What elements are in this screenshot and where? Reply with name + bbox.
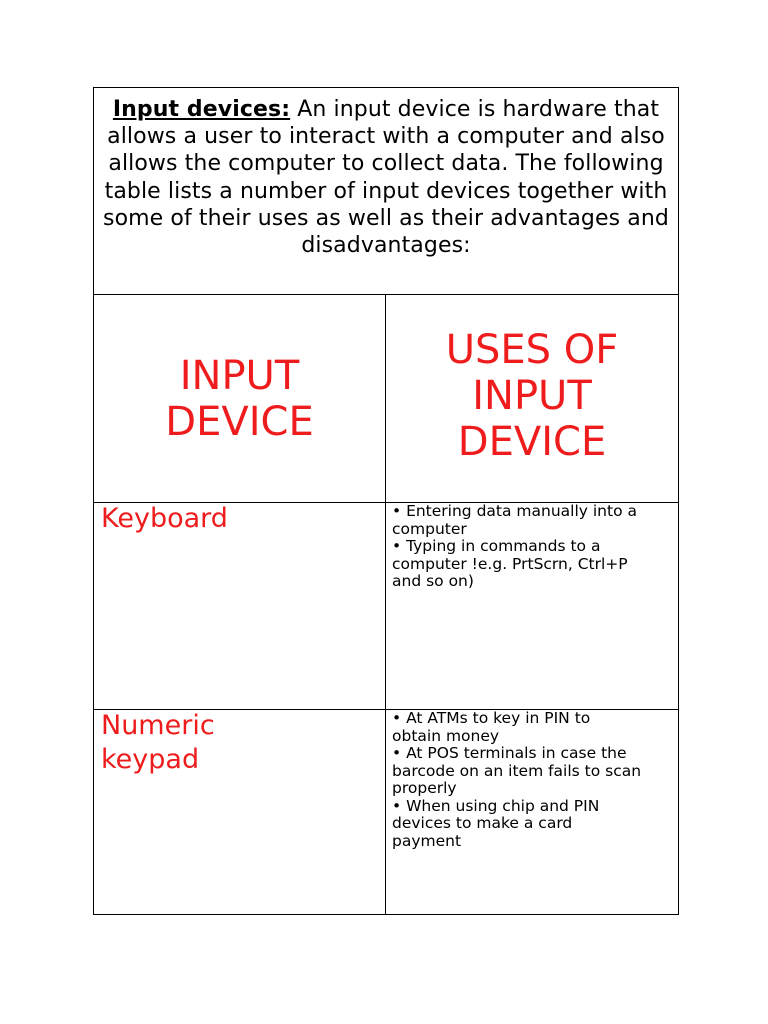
uses-cell <box>386 710 678 914</box>
uses-list <box>386 710 642 850</box>
device-name: Numeric keypad <box>101 710 215 775</box>
uses-cell <box>386 503 678 709</box>
input-devices-table <box>93 87 679 915</box>
table-header-row <box>94 295 678 503</box>
list-item: • When using chip and PIN devices to make a card payment <box>392 796 600 850</box>
list-item: • At POS terminals in case the barcode on an item fails to scan properly <box>392 744 642 797</box>
table-row <box>94 503 678 710</box>
list-item: • At ATMs to key in PIN to obtain money <box>392 709 591 745</box>
intro-term: Input devices: <box>112 97 291 122</box>
uses-list <box>386 503 642 591</box>
list-item: • Typing in commands to a computer !e.g. PrtScrn, Ctrl+P and so on) <box>392 537 628 590</box>
header-input-device: INPUT DEVICE <box>94 295 386 502</box>
device-cell <box>94 710 386 914</box>
list-item: • Entering data manually into a computer <box>392 502 637 538</box>
table-row <box>94 710 678 914</box>
device-cell <box>94 503 386 709</box>
intro-paragraph <box>94 88 678 295</box>
intro-text: An input device is hardware that allows a user to interact with a computer and also allows the computer to collect data. The following table lists a number of input devices together with some of their uses as well as their advantages and disadvantages: <box>103 97 669 259</box>
header-uses-of-input-device: USES OF INPUT DEVICE <box>445 327 619 465</box>
device-name: Keyboard <box>101 503 228 534</box>
